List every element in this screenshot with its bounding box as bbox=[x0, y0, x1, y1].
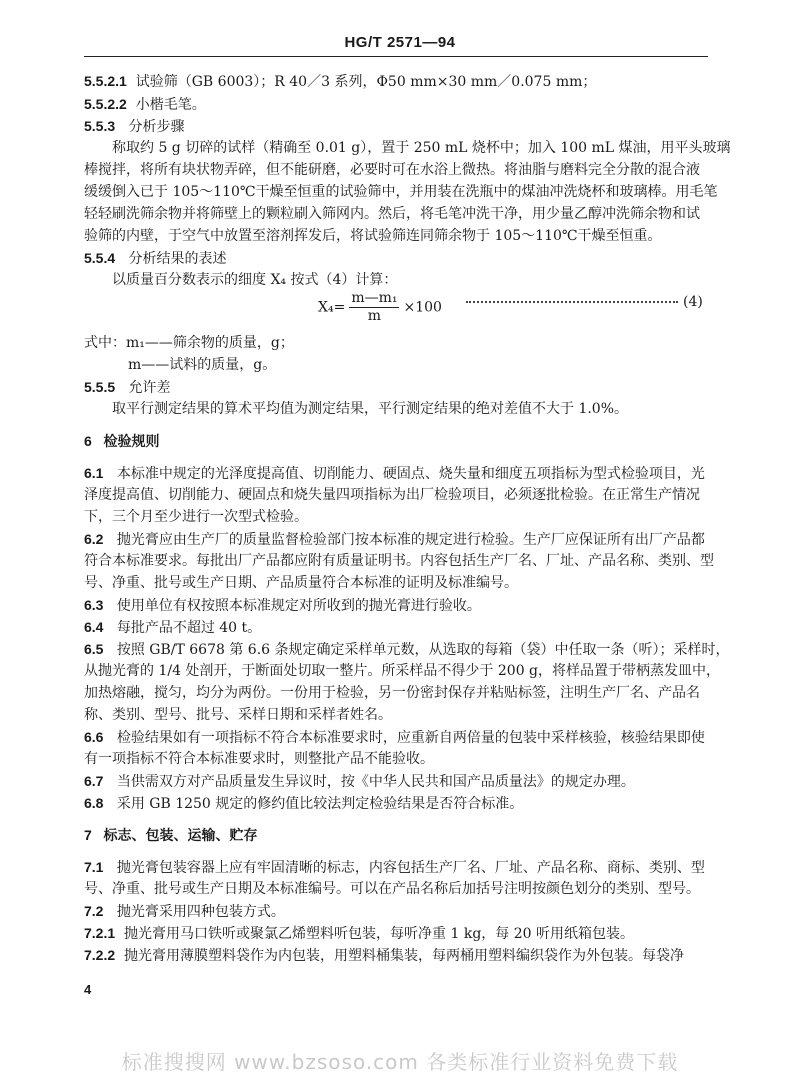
clause-6-4: 6.4 每批产品不超过 40 t。 bbox=[84, 619, 262, 636]
paragraph-line: 棒搅拌，将所有块状物弄碎，但不能研磨，必要时可在水浴上微热。将油脂与磨料完全分散的混合液 bbox=[84, 162, 700, 178]
paragraph-line: 从抛光膏的 1/4 处剖开，于断面处切取一整片。所采样品不得少于 200 g，将样品置于带柄蒸发皿中， bbox=[84, 663, 721, 679]
section-6-heading: 6 检验规则 bbox=[84, 433, 160, 449]
clause-5-5-5-heading: 5.5.5 允许差 bbox=[84, 379, 171, 396]
paragraph-line: 符合本标准要求。每批出厂产品都应附有质量证明书。内容包括生产厂名、厂址、产品名称、类别、型 bbox=[84, 553, 714, 569]
paragraph-line: 取平行测定结果的算术平均值为测定结果，平行测定结果的绝对差值不大于 1.0%。 bbox=[112, 401, 629, 417]
clause-7-2-2: 7.2.2 抛光膏用薄膜塑料袋作为内包装，用塑料桶集装，每两桶用塑料编织袋作为外包装。每袋净 bbox=[84, 947, 685, 964]
clause-7-2-1: 7.2.1 抛光膏用马口铁听或聚氯乙烯塑料听包装，每听净重 1 kg，每 20 听用纸箱包装。 bbox=[84, 925, 635, 942]
formula-denominator: m bbox=[367, 308, 382, 324]
section-7-heading: 7 标志、包装、运输、贮存 bbox=[84, 827, 258, 843]
paragraph-line: 下，三个月至少进行一次型式检验。 bbox=[84, 509, 308, 525]
standard-code-header: HG/T 2571—94 bbox=[344, 34, 456, 51]
paragraph-line: 有一项指标不符合本标准要求时，则整批产品不能验收。 bbox=[84, 751, 434, 767]
formula-rhs: ×100 bbox=[403, 299, 442, 316]
variable-definition: m——试料的质量，g。 bbox=[128, 357, 277, 373]
paragraph-line: 号、净重、批号或生产日期、产品质量符合本标准的证明及标准编号。 bbox=[84, 575, 518, 591]
clause-6-5: 6.5 按照 GB/T 6678 第 6.6 条规定确定采样单元数，从选取的每箱（袋）中任取一条（听）；采样时， bbox=[84, 641, 730, 658]
paragraph-line: 称、类别、型号、批号、采样日期和采样者姓名。 bbox=[84, 707, 392, 723]
clause-7-1: 7.1 抛光膏包装容器上应有牢固清晰的标志，内容包括生产厂名、厂址、产品名称、商标、类别、型 bbox=[84, 859, 705, 876]
clause-5-5-4-heading: 5.5.4 分析结果的表述 bbox=[84, 250, 227, 267]
paragraph-line: 缓缓倒入已于 105～110℃干燥至恒重的试验筛中，并用装在洗瓶中的煤油冲洗烧杯和玻璃棒。用毛笔 bbox=[84, 184, 718, 200]
paragraph-line: 以质量百分数表示的细度 X₄ 按式（4）计算： bbox=[112, 272, 398, 288]
paragraph-line: 加热熔融，搅匀，均分为两份。一份用于检验，另一份密封保存并粘贴标签，注明生产厂名、产品名 bbox=[84, 685, 700, 701]
clause-6-8: 6.8 采用 GB 1250 规定的修约值比较法判定检验结果是否符合标准。 bbox=[84, 795, 524, 812]
paragraph-line: 号、净重、批号或生产日期及本标准编号。可以在产品名称后加括号注明按颜色划分的类别、型号。 bbox=[84, 881, 700, 897]
equation-number: (4) bbox=[683, 294, 703, 310]
formula-fraction bbox=[349, 290, 399, 325]
clause-6-1: 6.1 本标准中规定的光泽度提高值、切削能力、硬固点、烧失量和细度五项指标为型式检验项目，光 bbox=[84, 465, 705, 482]
footer-watermark: 标准搜搜网 www.bzsoso.com 各类标准行业资料免费下载 bbox=[121, 1050, 679, 1074]
formula-lhs: X₄= bbox=[318, 299, 346, 316]
clause-7-2: 7.2 抛光膏采用四种包装方式。 bbox=[84, 903, 285, 920]
clause-6-7: 6.7 当供需双方对产品质量发生异议时，按《中华人民共和国产品质量法》的规定办理。 bbox=[84, 773, 635, 790]
page-number: 4 bbox=[84, 982, 92, 997]
paragraph-line: 验筛的内壁，于空气中放置至溶剂挥发后，将试验筛连同筛余物于 105～110℃干燥至恒重。 bbox=[84, 228, 662, 244]
formula-numerator: m—m₁ bbox=[351, 290, 398, 306]
paragraph-line: 称取约 5 g 切碎的试样（精确至 0.01 g），置于 250 mL 烧杯中；加入 100 mL 煤油，用平头玻璃 bbox=[112, 140, 731, 156]
paragraph-line: 泽度提高值、切削能力、硬固点和烧失量四项指标为出厂检验项目，必须逐批检验。在正常生产情况 bbox=[84, 487, 700, 503]
formula-leader-dots bbox=[466, 299, 678, 303]
paragraph-line: 轻轻刷洗筛余物并将筛壁上的颗粒刷入筛网内。然后，将毛笔冲洗干净，用少量乙醇冲洗筛余物和试 bbox=[84, 206, 700, 222]
clause-5-5-2-2: 5.5.2.2 小楷毛笔。 bbox=[84, 96, 206, 113]
clause-6-6: 6.6 检验结果如有一项指标不符合本标准要求时，应重新自两倍量的包装中采样核验，核验结果即使 bbox=[84, 729, 705, 746]
variable-definition: 式中：m₁——筛余物的质量，g； bbox=[84, 335, 294, 351]
clause-6-3: 6.3 使用单位有权按照本标准规定对所收到的抛光膏进行验收。 bbox=[84, 597, 481, 614]
clause-5-5-2-1: 5.5.2.1 试验筛（GB 6003）；R 40／3 系列，Φ50 mm×30 mm／0.075 mm； bbox=[84, 73, 597, 90]
clause-6-2: 6.2 抛光膏应由生产厂的质量监督检验部门按本标准的规定进行检验。生产厂应保证所有出厂产品都 bbox=[84, 531, 705, 548]
formula-4 bbox=[318, 290, 442, 325]
clause-5-5-3-heading: 5.5.3 分析步骤 bbox=[84, 118, 185, 135]
